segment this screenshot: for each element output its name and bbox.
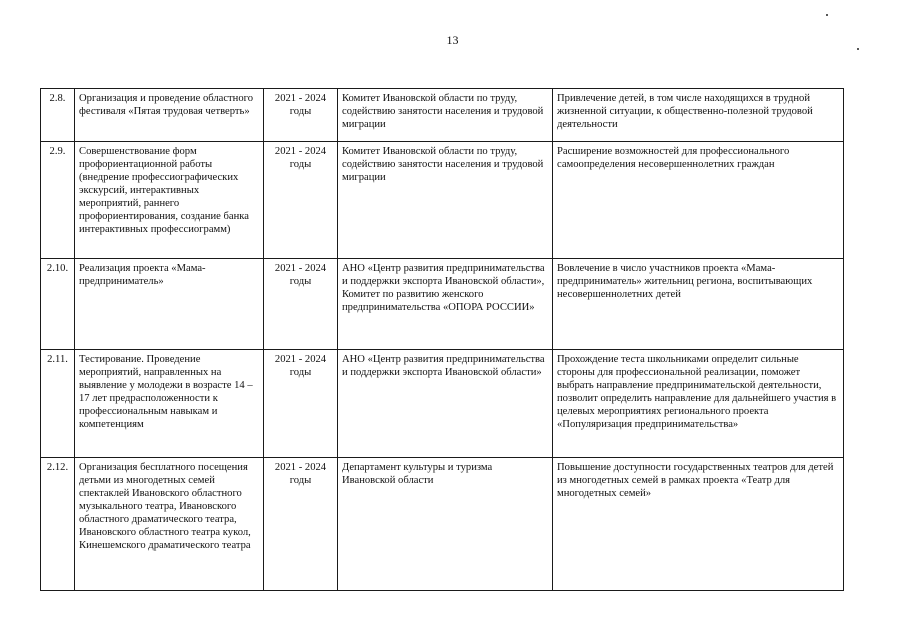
activity-name: Совершенствование форм профориентационной работы (внедрение профессиографических экскурсий, интерактивных мероприятий, раннего профориентирования, создание банка интерактивных профессиограмм) xyxy=(75,142,264,259)
table-row xyxy=(41,89,844,142)
executor: Комитет Ивановской области по труду, содействию занятости населения и трудовой миграции xyxy=(338,89,553,142)
period: 2021 - 2024 годы xyxy=(264,350,338,458)
table-row xyxy=(41,458,844,591)
expected-result: Повышение доступности государственных театров для детей из многодетных семей в рамках проекта «Театр для многодетных семей» xyxy=(553,458,844,591)
plan-table xyxy=(40,88,844,591)
expected-result: Расширение возможностей для профессионального самоопределения несовершеннолетних граждан xyxy=(553,142,844,259)
row-number: 2.10. xyxy=(41,259,75,350)
executor: АНО «Центр развития предпринимательства и поддержки экспорта Ивановской области», Комитет по развитию женского предпринимательства «ОПОРА РОССИИ» xyxy=(338,259,553,350)
row-number: 2.12. xyxy=(41,458,75,591)
activity-name: Организация бесплатного посещения детьми из многодетных семей спектаклей Ивановского областного музыкального театра, Ивановского областного драматического театра, Ивановского областного театра кукол, Кинешемского драматического театра xyxy=(75,458,264,591)
table-row xyxy=(41,259,844,350)
row-number: 2.9. xyxy=(41,142,75,259)
scan-speck xyxy=(826,14,828,16)
table-row xyxy=(41,142,844,259)
scan-speck xyxy=(857,48,859,50)
activity-name: Организация и проведение областного фестиваля «Пятая трудовая четверть» xyxy=(75,89,264,142)
activity-name: Тестирование. Проведение мероприятий, направленных на выявление у молодежи в возрасте 14 – 17 лет предрасположенности к профессиональным навыкам и компетенциям xyxy=(75,350,264,458)
activity-name: Реализация проекта «Мама-предприниматель» xyxy=(75,259,264,350)
row-number: 2.8. xyxy=(41,89,75,142)
expected-result: Привлечение детей, в том числе находящихся в трудной жизненной ситуации, к общественно-полезной трудовой деятельности xyxy=(553,89,844,142)
period: 2021 - 2024 годы xyxy=(264,458,338,591)
period: 2021 - 2024 годы xyxy=(264,259,338,350)
expected-result: Прохождение теста школьниками определит сильные стороны для профессиональной реализации, поможет выбрать направление предпринимательской деятельности, позволит определить направление для дальнейшего участия в целевых мероприятиях регионального проекта «Популяризация предпринимательства» xyxy=(553,350,844,458)
executor: Департамент культуры и туризма Ивановской области xyxy=(338,458,553,591)
period: 2021 - 2024 годы xyxy=(264,142,338,259)
table-row xyxy=(41,350,844,458)
expected-result: Вовлечение в число участников проекта «Мама-предприниматель» жительниц региона, воспитывающих несовершеннолетних детей xyxy=(553,259,844,350)
page-number: 13 xyxy=(446,33,459,47)
executor: Комитет Ивановской области по труду, содействию занятости населения и трудовой миграции xyxy=(338,142,553,259)
row-number: 2.11. xyxy=(41,350,75,458)
period: 2021 - 2024 годы xyxy=(264,89,338,142)
executor: АНО «Центр развития предпринимательства и поддержки экспорта Ивановской области» xyxy=(338,350,553,458)
